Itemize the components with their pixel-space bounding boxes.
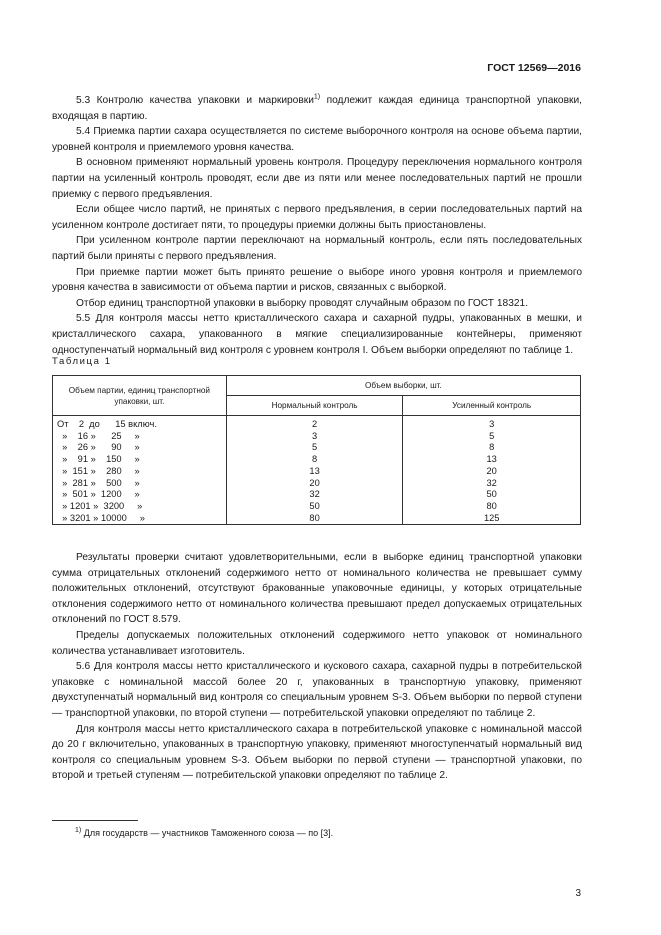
paragraph: При приемке партии может быть принято решение о выборе иного уровня контроля и приемлемого уровня качества в зависимости от объема партии и рисков, связанных с выборкой. <box>52 266 582 294</box>
footnote-divider <box>52 820 138 821</box>
table-caption: Таблица 1 <box>52 356 112 367</box>
page-number: 3 <box>575 888 581 899</box>
lot-range-cell: » 26 » 90 » <box>53 442 227 454</box>
table-row <box>53 454 581 466</box>
strict-cell: 20 <box>403 466 581 478</box>
footnote-text: Для государств — участников Таможенного союза — по [3]. <box>81 828 334 838</box>
lot-range-cell: » 3201 » 10000 » <box>53 513 227 525</box>
lot-range-cell: » 91 » 150 » <box>53 454 227 466</box>
body-text-bottom <box>52 550 582 784</box>
footnote-mark: 1) <box>75 827 82 834</box>
table-row <box>53 501 581 513</box>
footnote <box>75 828 333 838</box>
normal-cell: 80 <box>226 513 403 525</box>
column-header-normal: Нормальный контроль <box>226 396 403 416</box>
lot-range-cell: » 501 » 1200 » <box>53 489 227 501</box>
table-row <box>53 466 581 478</box>
strict-cell: 50 <box>403 489 581 501</box>
lot-range-cell: От 2 до 15 включ. <box>53 416 227 431</box>
paragraph: Пределы допускаемых положительных отклонений содержимого нетто упаковок от номинального количества устанавливает изготовитель. <box>52 629 582 657</box>
paragraph-text: 5.3 Контролю качества упаковки и маркировки <box>76 95 314 106</box>
document-code-header: ГОСТ 12569—2016 <box>487 62 581 74</box>
column-header-strict: Усиленный контроль <box>403 396 581 416</box>
sample-size-table <box>52 375 581 525</box>
normal-cell: 50 <box>226 501 403 513</box>
footnote-mark: 1) <box>313 93 321 101</box>
strict-cell: 13 <box>403 454 581 466</box>
strict-cell: 5 <box>403 431 581 443</box>
normal-cell: 3 <box>226 431 403 443</box>
paragraph-text: подлежит каждая единица транспортной упаковки, входящая в партию. <box>52 95 582 122</box>
lot-range-cell: » 151 » 280 » <box>53 466 227 478</box>
paragraph: Если общее число партий, не принятых с первого предъявления, в серии последовательных партий на усиленном контроле достигает пяти, то процедуры приемки должны быть приостановлены. <box>52 204 582 231</box>
normal-cell: 2 <box>226 416 403 431</box>
paragraph: При усиленном контроле партии переключают на нормальный контроль, если пять последовательных партий были приняты с первого предъявления. <box>52 235 582 262</box>
paragraph-5-6: 5.6 Для контроля массы нетто кристаллического и кускового сахара, сахарной пудры в потребительской упаковке с номинальной массой более 20 г, упакованных в транспортную упаковку, применяют двухступенчатый нормальный вид контроля со специальным уровнем S-3. Объем выборки по первой ступени — транспортной упаковки, по второй ступени — потребительской упаковки определяют по таблице 2. <box>52 661 582 719</box>
paragraph-5-5: 5.5 Для контроля массы нетто кристаллического сахара и сахарной пудры, упакованных в мешки, и кристаллического сахара, упакованного в мягкие специализированные контейнеры, применяют одноступенчатый нормальный вид контроля с уровнем контроля I. Объем выборки определяют по таблице 1. <box>52 313 582 356</box>
table-row <box>53 442 581 454</box>
lot-range-cell: » 16 » 25 » <box>53 431 227 443</box>
strict-cell: 3 <box>403 416 581 431</box>
column-header-lot-size: Объем партии, единиц транспортной упаковки, шт. <box>53 376 227 416</box>
body-text-top <box>52 93 582 358</box>
strict-cell: 32 <box>403 478 581 490</box>
paragraph-5-3 <box>52 93 582 124</box>
normal-cell: 20 <box>226 478 403 490</box>
table-row <box>53 431 581 443</box>
normal-cell: 8 <box>226 454 403 466</box>
table-row <box>53 416 581 431</box>
normal-cell: 13 <box>226 466 403 478</box>
strict-cell: 8 <box>403 442 581 454</box>
paragraph: Для контроля массы нетто кристаллического сахара в потребительской упаковке с номинальной массой до 20 г включительно, упакованных в транспортную упаковку, применяют многоступенчатый нормальный вид контроля со специальным уровнем S-3. Объем выборки по первой ступени — транспортной упаковки, по второй и третьей ступеням — потребительской упаковки определяют по таблице 2. <box>52 723 582 782</box>
table-row <box>53 513 581 525</box>
column-header-sample-size: Объем выборки, шт. <box>226 376 580 396</box>
lot-range-cell: » 1201 » 3200 » <box>53 501 227 513</box>
lot-range-cell: » 281 » 500 » <box>53 478 227 490</box>
table-row <box>53 478 581 490</box>
paragraph: В основном применяют нормальный уровень контроля. Процедуру переключения нормального контроля партии на усиленный контроль проводят, если две из пяти или менее последовательных партий не прошли приемку с первого предъявления. <box>52 157 582 200</box>
strict-cell: 80 <box>403 501 581 513</box>
normal-cell: 5 <box>226 442 403 454</box>
strict-cell: 125 <box>403 513 581 525</box>
normal-cell: 32 <box>226 489 403 501</box>
paragraph: Отбор единиц транспортной упаковки в выборку проводят случайным образом по ГОСТ 18321. <box>76 297 529 309</box>
paragraph: Результаты проверки считают удовлетворительными, если в выборке единиц транспортной упаковки сумма отрицательных отклонений содержимого нетто от номинального количества не превышает сумму положительных отклонений, отсутствуют бракованные упаковочные единицы, у которых отрицательные отклонения содержимого нетто от номинального количества превышают предел допускаемых отрицательных отклонений по ГОСТ 8.579. <box>52 552 582 626</box>
paragraph-5-4: 5.4 Приемка партии сахара осуществляется по системе выборочного контроля на основе объема партии, уровней контроля и приемлемого уровня качества. <box>52 126 582 153</box>
table-row <box>53 489 581 501</box>
